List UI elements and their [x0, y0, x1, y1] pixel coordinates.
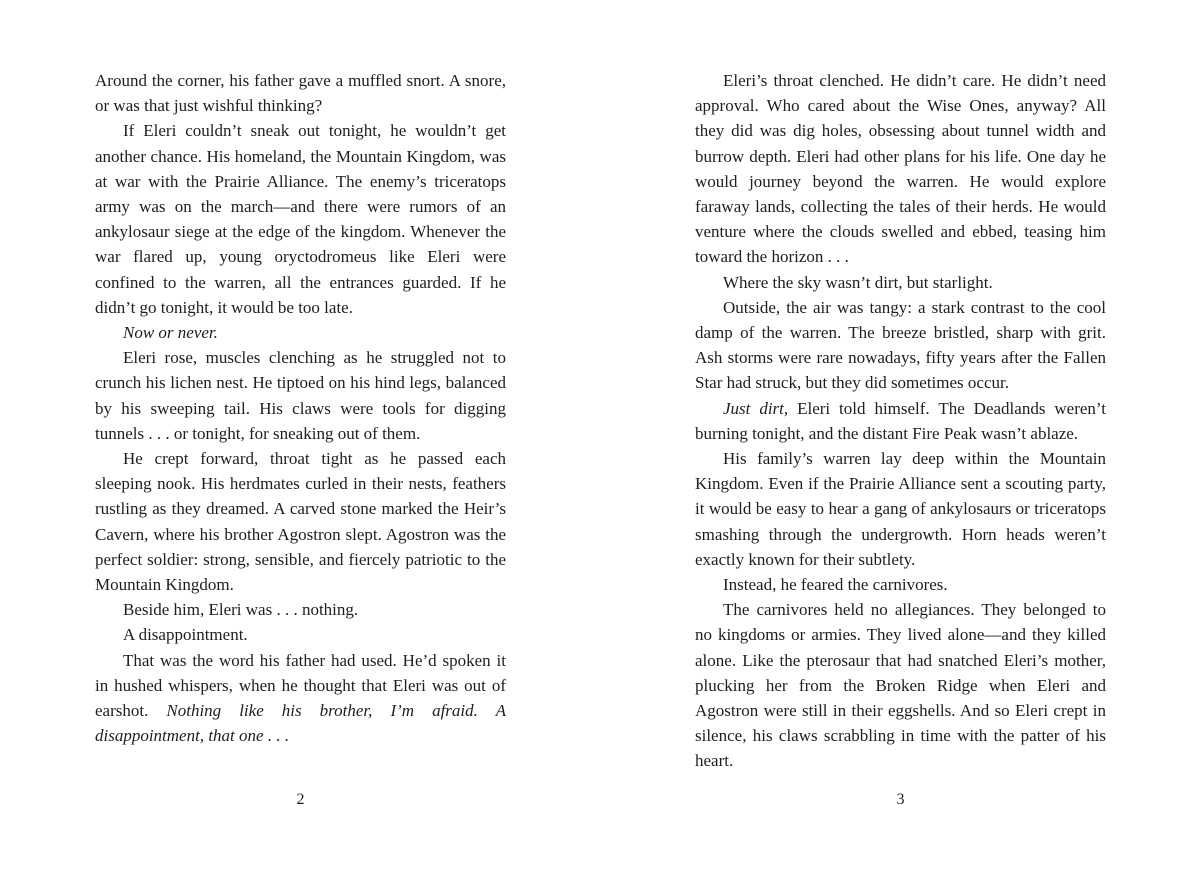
italic-text-run: Now or never. [123, 323, 218, 343]
paragraph [695, 396, 1106, 446]
text-run: Eleri rose, muscles clenching as he struggled not to crunch his lichen nest. He tiptoed on his hind legs, balanced by his sweeping tail. His claws were tools for digging tunnels . . . or tonight, for sneaking out of them. [95, 348, 506, 443]
paragraph [95, 345, 506, 446]
text-run: Where the sky wasn’t dirt, but starlight. [723, 272, 993, 292]
paragraph [695, 597, 1106, 773]
text-run: Outside, the air was tangy: a stark contrast to the cool damp of the warren. The breeze bristled, sharp with grit. Ash storms were rare nowadays, fifty years after the Fallen Star had struck, but they did sometimes occur. [695, 297, 1106, 393]
paragraph [695, 270, 1106, 295]
text-run: Eleri told himself. The Deadlands weren’t burning tonight, and the distant Fire Peak wasn’t ablaze. [695, 398, 1106, 443]
book-page-right [600, 0, 1200, 872]
text-run: Around the corner, his father gave a muffled snort. A snore, or was that just wishful thinking? [95, 71, 506, 116]
page-text-left [95, 68, 506, 748]
page-text-right [695, 68, 1106, 774]
paragraph [695, 446, 1106, 572]
text-run: Instead, he feared the carnivores. [723, 575, 948, 595]
paragraph [95, 320, 506, 345]
text-run: Eleri’s throat clenched. He didn’t care. He didn’t need approval. Who cared about the Wise Ones, anyway? All they did was dig holes, obsessing about tunnel width and burrow depth. Eleri had other plans for his life. One day he would journey beyond the warren. He would explore faraway lands, collecting the tales of their herds. He would venture where the clouds swelled and ebbed, teasing him toward the horizon . . . [695, 71, 1106, 267]
page-number-right: 3 [896, 791, 905, 808]
italic-text-run: Just dirt, [723, 398, 789, 418]
paragraph [95, 597, 506, 622]
text-run: The carnivores held no allegiances. They belonged to no kingdoms or armies. They lived alone—and they killed alone. Like the pterosaur that had snatched Eleri’s mother, plucking her from the Broken Ridge when Eleri and Agostron were still in their eggshells. And so Eleri crept in silence, his claws scrabbling in time with the patter of his heart. [695, 600, 1106, 771]
paragraph [95, 446, 506, 597]
text-run: That was the word his father had used. He’d spoken it in hushed whispers, when he thought that Eleri was out of earshot. [95, 650, 506, 721]
text-run: Beside him, Eleri was . . . nothing. [123, 600, 359, 620]
text-run: His family’s warren lay deep within the Mountain Kingdom. Even if the Prairie Alliance sent a scouting party, it would be easy to hear a gang of ankylosaurs or triceratops smashing through the undergrowth. Horn heads weren’t exactly known for their subtlety. [695, 449, 1106, 569]
paragraph [95, 118, 506, 320]
paragraph [95, 68, 506, 118]
paragraph [695, 295, 1106, 396]
paragraph [95, 648, 506, 749]
text-run: If Eleri couldn’t sneak out tonight, he wouldn’t get another chance. His homeland, the Mountain Kingdom, was at war with the Prairie Alliance. The enemy’s triceratops army was on the march—and there were rumors of an ankylosaur siege at the edge of the kingdom. Whenever the war flared up, young oryctodromeus like Eleri were confined to the warren, all the entrances guarded. If he didn’t go tonight, it would be too late. [95, 121, 506, 317]
paragraph [95, 622, 506, 647]
text-run: He crept forward, throat tight as he passed each sleeping nook. His herdmates curled in their nests, feathers rustling as they dreamed. A carved stone marked the Heir’s Cavern, where his brother Agostron slept. Agostron was the perfect soldier: strong, sensible, and fiercely patriotic to the Mountain Kingdom. [95, 449, 506, 595]
paragraph [695, 572, 1106, 597]
italic-text-run: Nothing like his brother, I’m afraid. A disappointment, that one . . . [95, 701, 507, 746]
text-run: A disappointment. [123, 625, 248, 645]
paragraph [695, 68, 1106, 270]
page-number-left: 2 [296, 791, 305, 808]
